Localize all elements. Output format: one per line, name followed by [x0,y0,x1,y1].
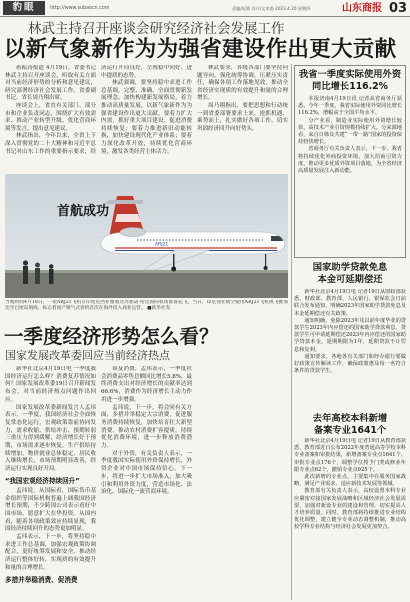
sidebar-paragraph: 省商务厅有关负责人表示，下一步，我省将持续优化外商投资环境，加大招商引资力度，推动更多优质外资项目落地，为全省经济高质量发展注入新动能。 [298,146,402,175]
loan-paragraph: 通知要求，各地各有关部门和经办银行要做好政策宣传解读工作，确保政策惠及每一名符合条件的贷款学生。 [294,353,406,375]
economy-subhead: “我国宏观经济持续回升” [5,476,80,485]
economy-paragraph: 国家发展改革委新闻发言人孟玮表示，一季度，我国经济社会全面恢复常态化运行，宏观政策靠前协同发力，需求收缩、供给冲击、预期转弱三重压力得到缓解，经济增长好于预期，市场需求逐步恢复，生产供给持续增加，物价就业总体稳定，居民收入继续增长，市场预期明显改善，经济运行实现良好开局。 [5,404,96,473]
economy-paragraph: 新华社北京4月19日电 一季度我国经济运行怎么样？消费复苏情况如何？国家发展改革委19日召开新闻发布会，对当前经济热点问题作出回应。 [5,366,96,403]
crew-head [23,260,28,265]
loan-paragraph: 通知明确，免除2023年及以前年度毕业的贷款学生2023年内应偿还的国家助学贷款利息，贷款学生可申请延期偿还2023年内应偿还的国家助学贷款本金，延期期限为1年，延期贷款不计罚息和复利。 [294,317,406,353]
column-divider [291,64,292,600]
wheel [171,267,176,272]
tail-stripe [115,214,141,222]
plane-marking: ARJ21 [155,242,169,248]
crew-member [23,266,28,284]
economy-paragraph: 孟玮表示，下一步，将坚持稳中求进工作总基调，加强宏观政策协调配合，更好统筹发展和安全，推动经济运行整体好转，实现质的有效提升和量的合理增长。 [5,534,96,571]
majors-article-body [294,438,406,600]
sidebar-title-line-1: 我省一季度实际使用外资 [298,69,402,80]
majors-paragraph: 教育部有关负责人表示，高校设置本科专业应紧密对接国家发展战略和区域经济社会发展需要，加强对新设专业的建设和管理，切实提高人才培养质量。同时，教育部将持续推进专业结构优化调整，建立健全专业动态调整机制，推动高校学科专业结构与经济社会发展更加契合。 [294,488,406,531]
loan-article-title [294,262,406,286]
lead-paragraph: 蒋振涛报道 4月19日，省委书记林武主持召开座谈会，听取有关方面对当前经济形势的分析和意见建议，研究部署经济社会发展工作。省委副书记、省长周乃翔出席。 [5,65,96,102]
sidebar-body [298,96,402,175]
airplane-photo [5,174,288,298]
nose-wheel [264,266,268,270]
economy-paragraph: 孟玮说，下一步，将会同有关方面，多措并举稳定大宗消费，促进服务消费持续恢复，加快培育壮大新型消费，推动农村消费扩容提质，持续优化消费环境，进一步释放消费潜力。 [101,404,192,450]
majors-article-title [294,413,406,437]
lead-paragraph: 林武要求，各级各部门要坚持问题导向，强化统筹协调，压紧压实责任，确保各项工作落地见效，推动全省经济实现质的有效提升和量的合理增长。 [197,65,288,102]
crew-head [35,263,40,268]
grass-line [5,270,288,273]
lead-paragraph: 周乃翔指出，要把思想和行动统一到省委部署要求上来，抢抓机遇、乘势而上，扎实做好各项工作，切实巩固经济回升向好势头。 [197,102,288,132]
rear-engine [120,228,146,237]
lead-headline: 以新气象新作为为强省建设作出更大贡献 [4,37,397,62]
sidebar-paragraph: 本报济南4月19日讯 记者从省商务厅获悉，今年一季度，我省实际使用外资同比增长116.2%，增幅高于全国平均水平。 [298,96,402,117]
crew-member [49,269,54,284]
economy-subhead: 多措并举稳消费、促消费 [5,575,78,584]
crew-head [49,264,54,269]
tarmac [5,272,288,298]
newspaper-name: 山东商报 [342,3,382,14]
majors-title-line-1: 去年高校本科新增 [312,413,388,424]
lead-paragraph: 林武强调，要坚持稳中求进工作总基调，完整、准确、全面贯彻新发展理念，加快构建新发展格局，着力推动高质量发展，以新气象新作为为强省建设作出更大贡献。要着力扩大内需，抓好重大项目建设，促进消费持续恢复；要着力推进新旧动能转换，加快建设现代化产业体系；要着力深化改革开放，持续优化营商环境，激发各类经营主体活力。 [101,80,192,155]
economy-subtitle: 国家发展改革委回应当前经济热点 [5,349,170,362]
lead-paragraph: 座谈会上，省直有关部门、部分市和企业负责同志，围绕扩大有效需求、推动产业转型升级、优化营商环境等发言，提出意见建议。 [5,102,96,132]
economy-paragraph: 孟玮说，从国际看，国际货币基金组织等国际机构普遍上调我国经济增长预期，不少跨国公司表示看好中国市场、愿意扩大在华投资。从国内看，随着各项政策效应持续显现，我国经济持续回升的态势更加明显。 [5,487,96,533]
editor-date-info: 责编/短篇 设计/文泉韵 2023.4.20 星期四 [232,6,311,11]
loan-title-line-1: 国家助学贷款免息 [312,262,388,273]
majors-paragraph: 此次新增的专业点，主要集中在服务国家战略、满足产业需求、适应新技术发展等领域。 [294,474,406,488]
majors-paragraph: 新华社北京4月19日电 记者19日从教育部获悉，教育部近日公布2022年度普通高等学校本科专业备案和审批结果，新增备案专业点1641个、审批专业点176个，调整学位授予门类或修业年限专业点62个，撤销专业点925个。 [294,438,406,473]
foreign-investment-box [294,65,406,258]
news-photo [5,174,288,298]
sidebar-title-line-2: 同比增长116.2% [312,81,388,92]
economy-headline: 一季度经济形势怎么看？ [4,325,219,348]
sidebar-paragraph: 分产业看，制造业实际使用外资增长较快，高技术产业引资规模持续扩大。分来源地看，来自日韩及共建“一带一路”国家的投资保持较快增长。 [298,117,402,146]
photo-headline: 首航成功 [57,204,110,219]
loan-article-body [294,289,406,409]
loan-title-line-2: 本金可延期偿还 [317,274,383,285]
lead-paragraph: 林武指出，今年以来，全省上下深入贯彻党的二十大精神和习近平总书记对山东工作的重要指示要求，经济运行开局良好，呈现稳中向好、进中提质的态势。 [5,65,192,155]
page-header [0,0,410,17]
lead-article-body [5,65,288,170]
nose-gear [265,254,266,267]
section-logo: 豹眼 [3,1,45,15]
photo-caption: 当地时间4月18日，一架ARJ21飞机在印度尼西亚雅加达苏加诺-哈达国际机场准备起飞。当日，印尼翎亚航空使用ARJ21飞机执飞雅加达至巴厘岛航线，标志着国产喷气式客机首次在海外投入商业运营。 ■新华社发 [5,300,288,312]
majors-title-line-2: 备案专业1641个 [313,425,387,436]
economy-paragraph: 谈及消费，孟玮表示，一季度社会消费品零售总额同比增长5.8%，最终消费支出对经济增长的贡献率达到66.6%，消费作为经济增长主动力作用进一步增强。 [101,366,192,403]
economy-paragraph: 对于外资，有关负责人表示，一季度我国实际使用外资保持增长，外资企业对中国市场保持信心。下一步，将进一步扩大市场准入，加大吸引和利用外资力度，营造市场化、法治化、国际化一流营商环境。 [101,450,192,496]
crew-member [35,268,40,284]
horizontal-stabilizer [105,200,143,204]
economy-article-body [5,366,288,600]
page-number: 03 [389,1,408,16]
lead-kicker: 林武主持召开座谈会研究经济社会发展工作 [28,21,285,37]
loan-paragraph: 新华社北京4月19日电 记者19日从财政部获悉，财政部、教育部、人民银行、银保监会日前联合发布通知，明确2023年国家助学贷款免息及本金延期偿还有关政策。 [294,289,406,317]
website-url: http://www.subaocn.com [50,6,110,11]
main-gear [173,254,175,268]
